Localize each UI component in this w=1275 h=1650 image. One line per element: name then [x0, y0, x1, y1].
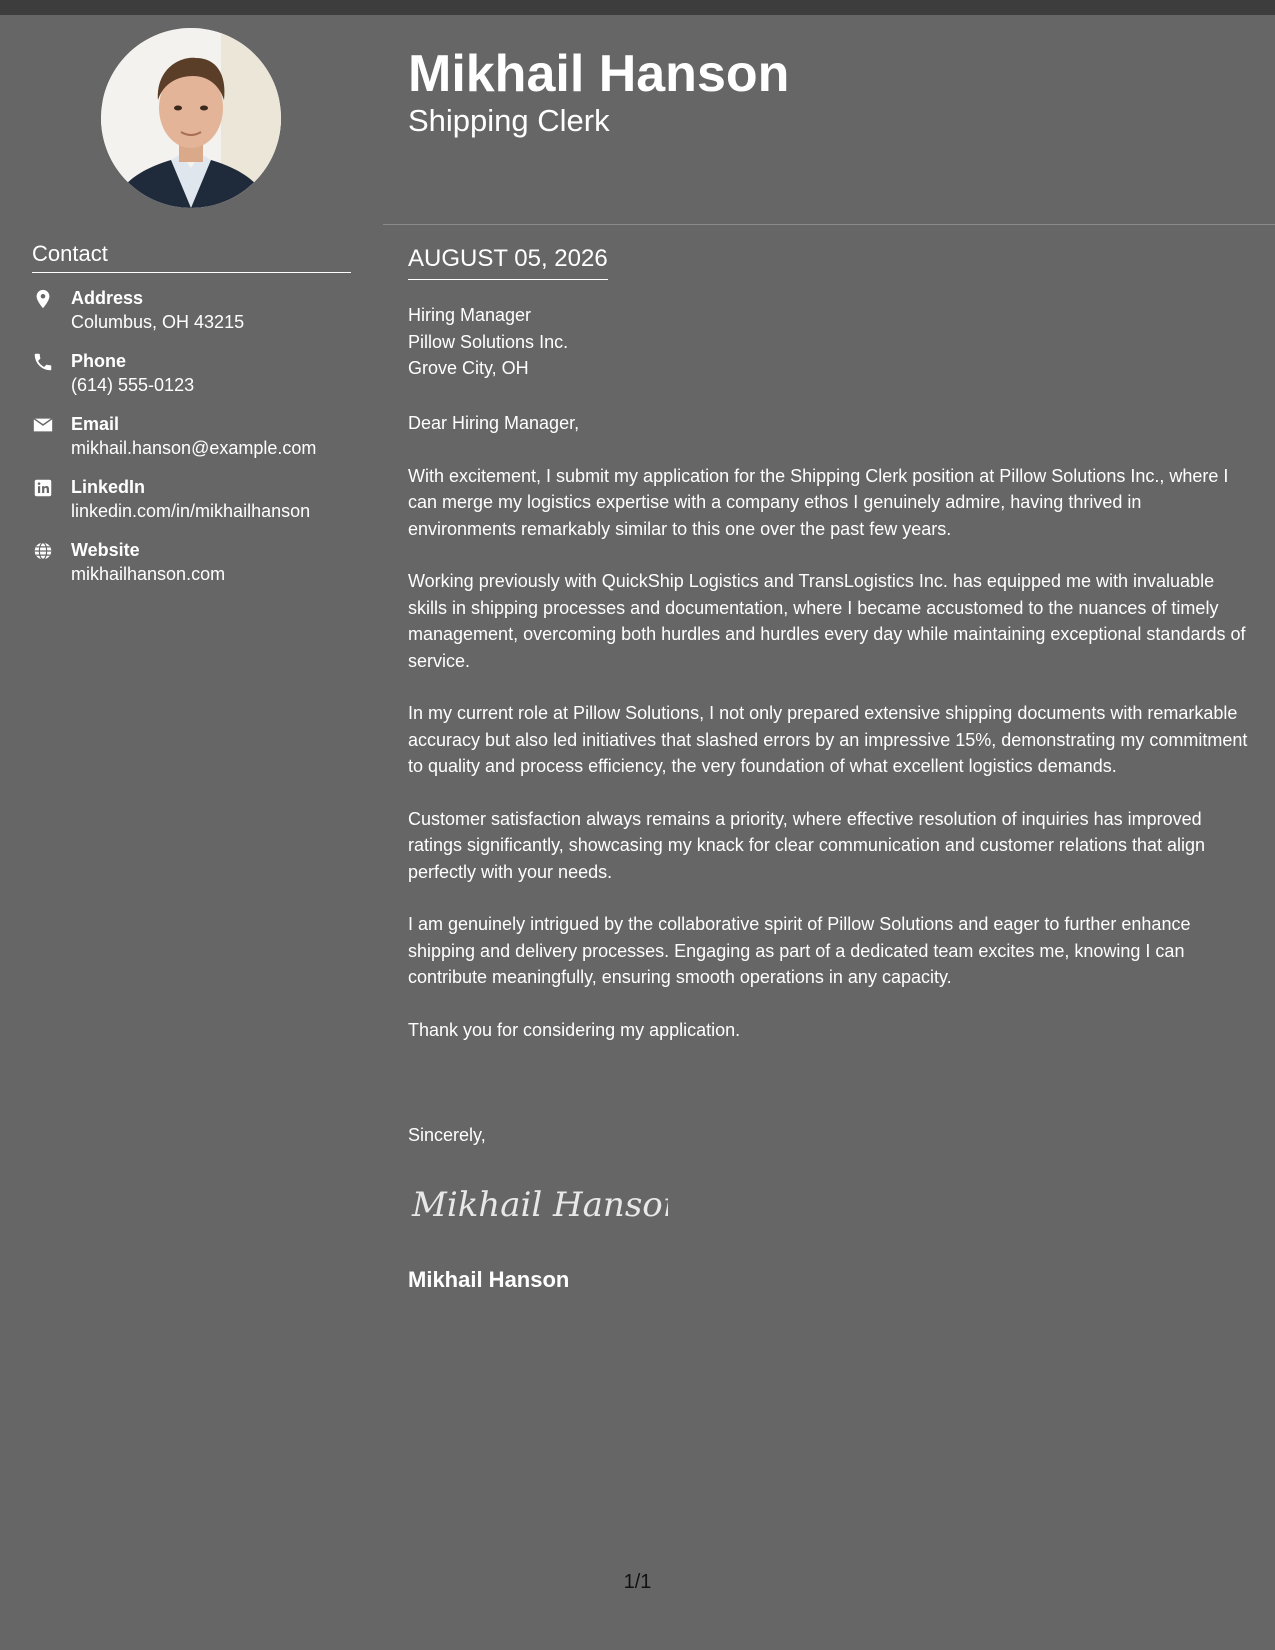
contact-item-email	[32, 412, 372, 475]
contact-item-address	[32, 286, 372, 349]
recipient-line: Pillow Solutions Inc.	[408, 331, 569, 352]
contact-value: mikhailhanson.com	[71, 564, 226, 584]
contact-label: LinkedIn	[71, 477, 146, 497]
recipient-line: Grove City, OH	[408, 358, 529, 378]
page-number: 1/1	[623, 1571, 652, 1593]
body-paragraph: I am genuinely intrigued by the collaborative spirit of Pillow Solutions and eager to further enhance shipping and delivery processes. Engaging as part of a dedicated team excites me, knowing I can contribute meaningfully, ensuring smooth operations in any capacity.	[408, 914, 1191, 987]
body-paragraph: Thank you for considering my application.	[408, 1019, 741, 1040]
salutation: Dear Hiring Manager,	[408, 413, 580, 433]
letter-body	[408, 410, 1248, 1069]
job-title: Shipping Clerk	[408, 103, 610, 138]
sidebar	[0, 15, 383, 1650]
contact-label: Address	[71, 288, 144, 308]
top-bar	[0, 0, 1275, 15]
globe-icon	[32, 540, 54, 562]
body-paragraph: With excitement, I submit my application for the Shipping Clerk position at Pillow Solutions Inc., where I can merge my logistics expertise with a company ethos I genuinely admire, having thrived in environments remarkably similar to this one over the past few years.	[408, 465, 1229, 539]
contact-label: Phone	[71, 351, 127, 371]
closing: Sincerely,	[408, 1125, 486, 1145]
signature-text: Mikhail Hanson	[412, 1185, 668, 1225]
body-paragraph: In my current role at Pillow Solutions, I not only prepared extensive shipping documents with remarkable accuracy but also led initiatives that slashed errors by an impressive 15%, demonstrating my commitment to quality and process efficiency, the very foundation of what excellent logistics demands.	[408, 703, 1248, 776]
linkedin-icon	[32, 477, 54, 499]
profile-photo	[101, 28, 281, 208]
contact-label: Website	[71, 540, 140, 560]
candidate-name: Mikhail Hanson	[408, 45, 790, 103]
envelope-icon	[32, 414, 54, 436]
contact-value: linkedin.com/in/mikhailhanson	[71, 501, 311, 521]
contact-value: Columbus, OH 43215	[71, 312, 245, 332]
signature	[408, 1178, 668, 1230]
phone-icon	[32, 351, 54, 373]
contact-heading: Contact	[32, 241, 351, 273]
signer-name: Mikhail Hanson	[408, 1267, 570, 1292]
contact-label: Email	[71, 414, 120, 434]
contact-item-website	[32, 538, 372, 601]
contact-item-linkedin	[32, 475, 372, 538]
contact-value: mikhail.hanson@example.com	[71, 438, 317, 458]
body-paragraph: Customer satisfaction always remains a priority, where effective resolution of inquiries has improved ratings significantly, showcasing my knack for clear communication and customer relations that align perfectly with your needs.	[408, 808, 1206, 882]
contact-item-phone	[32, 349, 372, 412]
map-pin-icon	[32, 288, 54, 310]
letter-date: AUGUST 05, 2026	[408, 245, 608, 280]
recipient-block	[408, 302, 568, 382]
contact-list	[32, 286, 372, 601]
recipient-line: Hiring Manager	[408, 305, 532, 325]
contact-value: (614) 555-0123	[71, 375, 195, 395]
header-divider	[383, 224, 1275, 225]
body-paragraph: Working previously with QuickShip Logistics and TransLogistics Inc. has equipped me with invaluable skills in shipping processes and documentation, where I became accustomed to the nuances of timely management, overcoming both hurdles and hurdles every day while maintaining exceptional standards of service.	[408, 571, 1246, 671]
